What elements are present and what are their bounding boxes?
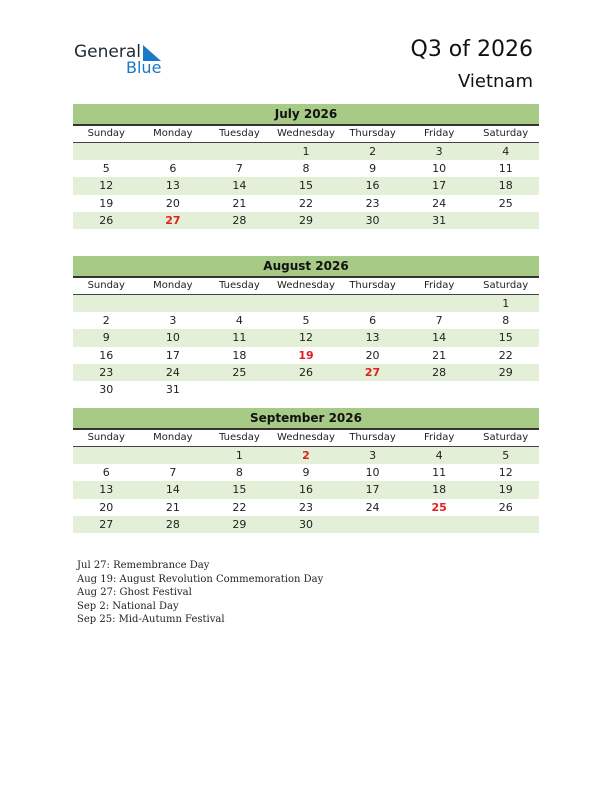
month-september [73, 408, 539, 533]
week-row [73, 295, 539, 312]
day-cell: 3 [369, 449, 377, 462]
day-cell: 18 [498, 179, 513, 193]
weekday-label: Wednesday [277, 280, 335, 291]
day-cell: 11 [498, 162, 513, 176]
holiday-day-cell: 27 [364, 365, 381, 379]
day-cell: 7 [235, 162, 243, 176]
day-cell: 23 [99, 365, 114, 379]
holiday-note: Jul 27: Remembrance Day [77, 560, 210, 571]
empty-day-cell [73, 447, 140, 464]
empty-day-cell [206, 381, 273, 398]
day-cell: 21 [165, 500, 180, 514]
day-cell: 5 [102, 162, 110, 176]
brand-logo [74, 42, 174, 78]
day-cell: 14 [165, 483, 180, 497]
day-cell: 8 [302, 162, 310, 176]
holiday-day-cell: 25 [431, 500, 447, 514]
weekday-label: Sunday [87, 128, 125, 139]
day-cell: 10 [165, 331, 180, 345]
empty-day-cell [273, 295, 340, 312]
empty-day-cell [339, 516, 406, 533]
empty-day-cell [273, 381, 340, 398]
empty-day-cell [73, 295, 140, 312]
weekday-label: Monday [153, 280, 193, 291]
empty-day-cell [206, 295, 273, 312]
day-cell: 11 [232, 331, 247, 345]
day-cell: 27 [99, 517, 114, 531]
day-cell: 21 [432, 348, 447, 362]
day-cell: 10 [365, 466, 380, 480]
day-cell: 18 [232, 348, 247, 362]
holiday-note: Aug 27: Ghost Festival [77, 587, 192, 599]
month-july [73, 104, 539, 229]
weekday-label: Monday [153, 128, 193, 139]
empty-day-cell [472, 516, 539, 533]
weekday-label: Thursday [349, 128, 396, 139]
empty-day-cell [339, 295, 406, 312]
day-cell: 4 [502, 145, 510, 158]
day-cell: 19 [498, 483, 513, 497]
day-cell: 10 [432, 162, 447, 176]
empty-day-cell [140, 447, 207, 464]
week-row [73, 195, 539, 212]
holiday-note: Sep 25: Mid-Autumn Festival [77, 614, 225, 626]
holiday-day-cell: 2 [302, 449, 310, 462]
weekday-label: Monday [153, 432, 193, 443]
day-cell: 20 [99, 500, 114, 514]
logo-text-blue: Blue [126, 58, 162, 77]
day-cell: 7 [435, 314, 443, 328]
weekday-row [73, 276, 539, 295]
day-cell: 22 [498, 348, 513, 362]
week-row [73, 464, 539, 481]
day-cell: 7 [169, 466, 177, 480]
week-row [73, 143, 539, 160]
month-header: July 2026 [73, 104, 539, 124]
day-cell: 29 [232, 517, 247, 531]
day-cell: 20 [165, 196, 180, 210]
week-row [73, 347, 539, 364]
day-cell: 3 [435, 145, 443, 158]
weekday-label: Friday [423, 432, 455, 443]
day-cell: 26 [498, 500, 513, 514]
week-row [73, 212, 539, 229]
weekday-label: Thursday [349, 280, 396, 291]
page-title: Q3 of 2026 [410, 37, 533, 62]
weekday-label: Sunday [87, 280, 125, 291]
day-cell: 20 [365, 348, 380, 362]
week-row [73, 516, 539, 533]
day-cell: 13 [365, 331, 380, 345]
week-row [73, 364, 539, 381]
empty-day-cell [73, 143, 140, 160]
empty-day-cell [472, 381, 539, 398]
day-cell: 2 [102, 314, 110, 328]
day-cell: 12 [99, 179, 114, 193]
day-cell: 28 [165, 517, 180, 531]
empty-day-cell [140, 143, 207, 160]
day-cell: 1 [302, 145, 310, 158]
week-row [73, 177, 539, 194]
weekday-label: Friday [423, 280, 455, 291]
page-subtitle: Vietnam [457, 71, 533, 92]
day-cell: 17 [365, 483, 380, 497]
day-cell: 25 [498, 196, 513, 210]
day-cell: 5 [302, 314, 310, 328]
day-cell: 23 [365, 196, 380, 210]
weekday-label: Sunday [87, 432, 125, 443]
day-cell: 2 [369, 145, 377, 158]
day-cell: 6 [169, 162, 177, 176]
week-rows [73, 447, 539, 533]
day-cell: 22 [232, 500, 247, 514]
day-cell: 26 [99, 213, 114, 227]
day-cell: 31 [165, 382, 180, 396]
empty-day-cell [140, 295, 207, 312]
day-cell: 24 [432, 196, 447, 210]
day-cell: 26 [298, 365, 313, 379]
weekday-label: Saturday [483, 432, 529, 443]
day-cell: 14 [432, 331, 447, 345]
weekday-label: Wednesday [277, 432, 335, 443]
day-cell: 29 [498, 365, 513, 379]
day-cell: 14 [232, 179, 247, 193]
day-cell: 24 [165, 365, 180, 379]
holiday-day-cell: 27 [165, 213, 181, 227]
day-cell: 21 [232, 196, 247, 210]
week-rows [73, 295, 539, 398]
day-cell: 6 [102, 466, 110, 480]
week-row [73, 329, 539, 346]
empty-day-cell [406, 516, 473, 533]
day-cell: 12 [298, 331, 313, 345]
day-cell: 15 [498, 331, 513, 345]
day-cell: 30 [365, 213, 380, 227]
weekday-label: Thursday [349, 432, 396, 443]
day-cell: 17 [432, 179, 447, 193]
empty-day-cell [339, 381, 406, 398]
day-cell: 13 [99, 483, 114, 497]
month-header: August 2026 [73, 256, 539, 276]
week-row [73, 447, 539, 464]
weekday-label: Wednesday [277, 128, 335, 139]
day-cell: 28 [432, 365, 447, 379]
day-cell: 12 [498, 466, 513, 480]
day-cell: 5 [502, 449, 510, 462]
week-row [73, 312, 539, 329]
day-cell: 1 [235, 449, 243, 462]
holiday-note: Sep 2: National Day [77, 600, 179, 612]
week-rows [73, 143, 539, 229]
holiday-day-cell: 19 [298, 348, 314, 362]
day-cell: 3 [169, 314, 177, 328]
day-cell: 24 [365, 500, 380, 514]
day-cell: 6 [369, 314, 377, 328]
weekday-label: Saturday [483, 128, 529, 139]
day-cell: 31 [432, 213, 447, 227]
day-cell: 1 [502, 297, 510, 310]
weekday-label: Friday [423, 128, 455, 139]
day-cell: 18 [432, 483, 447, 497]
day-cell: 19 [99, 196, 114, 210]
day-cell: 17 [165, 348, 180, 362]
day-cell: 9 [302, 466, 310, 480]
holiday-notes [77, 559, 323, 627]
day-cell: 15 [232, 483, 247, 497]
week-row [73, 381, 539, 398]
empty-day-cell [406, 381, 473, 398]
day-cell: 25 [232, 365, 247, 379]
day-cell: 15 [298, 179, 313, 193]
day-cell: 9 [369, 162, 377, 176]
day-cell: 16 [298, 483, 313, 497]
day-cell: 23 [298, 500, 313, 514]
empty-day-cell [406, 295, 473, 312]
week-row [73, 481, 539, 498]
weekday-row [73, 428, 539, 447]
month-header: September 2026 [73, 408, 539, 428]
day-cell: 11 [432, 466, 447, 480]
weekday-label: Tuesday [219, 432, 260, 443]
day-cell: 4 [435, 449, 443, 462]
day-cell: 16 [99, 348, 114, 362]
day-cell: 16 [365, 179, 380, 193]
weekday-label: Tuesday [219, 128, 260, 139]
day-cell: 9 [102, 331, 110, 345]
day-cell: 29 [298, 213, 313, 227]
week-row [73, 160, 539, 177]
weekday-label: Tuesday [219, 280, 260, 291]
day-cell: 8 [502, 314, 510, 328]
day-cell: 30 [298, 517, 313, 531]
weekday-label: Saturday [483, 280, 529, 291]
weekday-row [73, 124, 539, 143]
empty-day-cell [206, 143, 273, 160]
day-cell: 13 [165, 179, 180, 193]
holiday-note: Aug 19: August Revolution Commemoration Day [77, 573, 324, 585]
month-august [73, 256, 539, 398]
day-cell: 28 [232, 213, 247, 227]
empty-day-cell [472, 212, 539, 229]
day-cell: 30 [99, 382, 114, 396]
day-cell: 4 [235, 314, 243, 328]
week-row [73, 499, 539, 516]
day-cell: 22 [298, 196, 313, 210]
day-cell: 8 [235, 466, 243, 480]
logo-text-general: General [74, 42, 141, 62]
